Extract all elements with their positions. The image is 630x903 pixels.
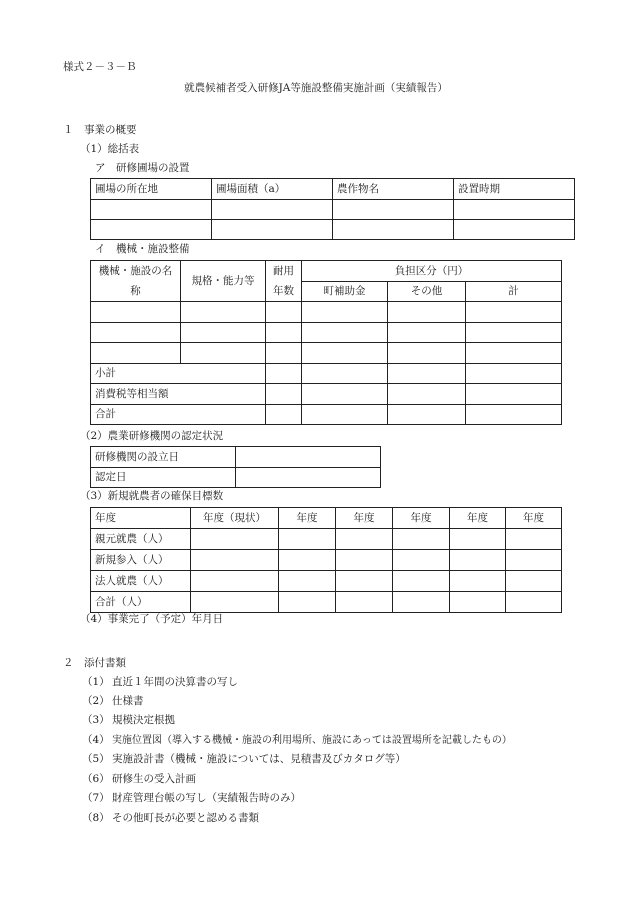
header-total: 計 (466, 282, 562, 302)
table-row (91, 343, 562, 364)
header-field-location: 圃場の所在地 (91, 179, 212, 200)
target-cell[interactable] (336, 529, 393, 550)
section-2-heading: ２ 添付書類 (63, 657, 126, 669)
table-row (91, 529, 562, 550)
equipment-name-cell[interactable] (91, 302, 181, 323)
other-cell[interactable] (388, 343, 466, 364)
header-year-current: 年度（現状） (191, 508, 279, 529)
crop-name-cell[interactable] (333, 220, 454, 240)
target-cell[interactable] (393, 592, 450, 613)
header-other: その他 (388, 282, 466, 302)
item-number: （3） (82, 714, 110, 726)
document-title: 就農候補者受入研修JA等施設整備実施計画（実績報告） (184, 82, 448, 94)
subtotal-label: 小計 (91, 364, 266, 384)
item-text: 財産管理台帳の写し（実績報告時のみ） (112, 792, 301, 804)
item-text: 仕様書 (112, 695, 144, 707)
header-useful-life-line2: 年数 (273, 285, 294, 297)
target-cell[interactable] (191, 529, 279, 550)
useful-life-cell[interactable] (266, 384, 302, 405)
header-town-subsidy: 町補助金 (302, 282, 388, 302)
other-cell[interactable] (388, 384, 466, 405)
row-label-new-entry: 新規参入（人） (91, 550, 191, 571)
item-number: （7） (82, 792, 110, 804)
equipment-name-cell[interactable] (91, 343, 181, 364)
header-equipment-name-line1: 機械・施設の名 (98, 265, 173, 277)
target-cell[interactable] (336, 571, 393, 592)
useful-life-cell[interactable] (266, 343, 302, 364)
target-cell[interactable] (279, 571, 336, 592)
other-cell[interactable] (388, 302, 466, 323)
target-cell[interactable] (191, 592, 279, 613)
item-number: （1） (82, 676, 110, 688)
field-location-cell[interactable] (91, 220, 212, 240)
target-cell[interactable] (279, 592, 336, 613)
town-subsidy-cell[interactable] (302, 302, 388, 323)
establishment-date-cell[interactable] (236, 447, 381, 468)
header-useful-life-line1: 耐用 (273, 265, 294, 277)
item-number: （6） (82, 773, 110, 785)
table-row (91, 550, 562, 571)
header-burden-category: 負担区分（円） (302, 261, 562, 282)
list-item (82, 811, 259, 825)
town-subsidy-cell[interactable] (302, 384, 388, 405)
field-area-cell[interactable] (212, 200, 333, 220)
table-row (91, 302, 562, 323)
list-item (82, 675, 238, 689)
header-equipment-name-line2: 称 (130, 285, 141, 297)
certification-date-cell[interactable] (236, 468, 381, 488)
target-cell[interactable] (506, 529, 562, 550)
total-cell[interactable] (466, 302, 562, 323)
section-1-heading: １ 事業の概要 (63, 124, 137, 136)
item-number: （2） (82, 695, 110, 707)
town-subsidy-cell[interactable] (302, 364, 388, 384)
form-number: 様式２－３－Ｂ (63, 61, 137, 73)
row-label-family-farming: 親元就農（人） (91, 529, 191, 550)
item-text: 実施設計書（機械・施設については、見積書及びカタログ等） (112, 753, 406, 765)
item-text: その他町長が必要と認める書類 (112, 812, 259, 824)
list-item (82, 733, 512, 748)
equipment-table (90, 260, 562, 425)
target-cell[interactable] (336, 592, 393, 613)
target-cell[interactable] (393, 529, 450, 550)
certification-table (90, 446, 381, 488)
spec-cell[interactable] (181, 302, 266, 323)
crop-name-cell[interactable] (333, 200, 454, 220)
header-year: 年度 (336, 508, 393, 529)
list-item (82, 713, 175, 727)
useful-life-cell[interactable] (266, 323, 302, 343)
town-subsidy-cell[interactable] (302, 343, 388, 364)
town-subsidy-cell[interactable] (302, 405, 388, 425)
total-cell[interactable] (466, 364, 562, 384)
total-cell[interactable] (466, 323, 562, 343)
useful-life-cell[interactable] (266, 302, 302, 323)
field-area-cell[interactable] (212, 220, 333, 240)
header-equipment-name (91, 261, 181, 302)
header-crop-name: 農作物名 (333, 179, 454, 200)
target-cell[interactable] (450, 592, 506, 613)
total-cell[interactable] (466, 405, 562, 425)
target-cell[interactable] (506, 592, 562, 613)
spec-cell[interactable] (181, 343, 266, 364)
subsection-3-label: （3）新規就農者の確保目標数 (80, 490, 224, 502)
target-cell[interactable] (279, 529, 336, 550)
item-number: （5） (82, 753, 110, 765)
subtotal-row (91, 364, 562, 384)
list-item (82, 752, 406, 766)
total-cell[interactable] (466, 384, 562, 405)
target-cell[interactable] (279, 550, 336, 571)
header-setup-period: 設置時期 (454, 179, 575, 200)
subsection-2-label: （2）農業研修機関の認定状況 (80, 430, 224, 442)
item-number: （4） (82, 734, 110, 746)
target-cell[interactable] (450, 529, 506, 550)
target-cell[interactable] (506, 550, 562, 571)
header-year-label: 年度 (91, 508, 191, 529)
target-cell[interactable] (393, 571, 450, 592)
total-cell[interactable] (466, 343, 562, 364)
grand-total-row (91, 405, 562, 425)
grand-total-label: 合計 (91, 405, 266, 425)
subsection-1-label: （1）総括表 (80, 143, 140, 155)
tax-row (91, 384, 562, 405)
table-row (91, 220, 575, 240)
target-cell[interactable] (191, 571, 279, 592)
subsection-a-label: ア 研修圃場の設置 (95, 162, 190, 174)
establishment-date-label: 研修機関の設立日 (91, 447, 236, 468)
setup-period-cell[interactable] (454, 220, 575, 240)
table-row (91, 592, 562, 613)
useful-life-cell[interactable] (266, 405, 302, 425)
table-row (91, 323, 562, 343)
table-row (91, 200, 575, 220)
tax-label: 消費税等相当額 (91, 384, 266, 405)
header-year: 年度 (450, 508, 506, 529)
target-cell[interactable] (393, 550, 450, 571)
header-year: 年度 (279, 508, 336, 529)
other-cell[interactable] (388, 405, 466, 425)
target-cell[interactable] (336, 550, 393, 571)
header-year: 年度 (506, 508, 562, 529)
row-label-corporate-farming: 法人就農（人） (91, 571, 191, 592)
setup-period-cell[interactable] (454, 200, 575, 220)
equipment-name-cell[interactable] (91, 323, 181, 343)
other-cell[interactable] (388, 364, 466, 384)
new-farmer-target-table (90, 507, 562, 613)
header-field-area: 圃場面積（a） (212, 179, 333, 200)
item-text: 研修生の受入計画 (112, 773, 196, 785)
list-item (82, 791, 301, 805)
header-year: 年度 (393, 508, 450, 529)
item-number: （8） (82, 812, 110, 824)
field-location-cell[interactable] (91, 200, 212, 220)
target-cell[interactable] (191, 550, 279, 571)
subsection-4-label: （4）事業完了（予定）年月日 (80, 613, 224, 625)
field-setup-table (90, 178, 575, 240)
item-text: 規模決定根拠 (112, 714, 175, 726)
list-item (82, 694, 144, 708)
target-cell[interactable] (506, 571, 562, 592)
row-label-total: 合計（人） (91, 592, 191, 613)
table-row (91, 571, 562, 592)
subsection-i-label: イ 機械・施設整備 (95, 243, 190, 255)
certification-date-label: 認定日 (91, 468, 236, 488)
other-cell[interactable] (388, 323, 466, 343)
target-cell[interactable] (450, 571, 506, 592)
list-item (82, 772, 196, 786)
item-text: 直近１年間の決算書の写し (112, 676, 238, 688)
town-subsidy-cell[interactable] (302, 323, 388, 343)
useful-life-cell[interactable] (266, 364, 302, 384)
target-cell[interactable] (450, 550, 506, 571)
item-text: 実施位置図（導入する機械・施設の利用場所、施設にあっては設置場所を記載したもの） (112, 735, 512, 746)
spec-cell[interactable] (181, 323, 266, 343)
header-useful-life (266, 261, 302, 302)
header-spec: 規格・能力等 (181, 261, 266, 302)
